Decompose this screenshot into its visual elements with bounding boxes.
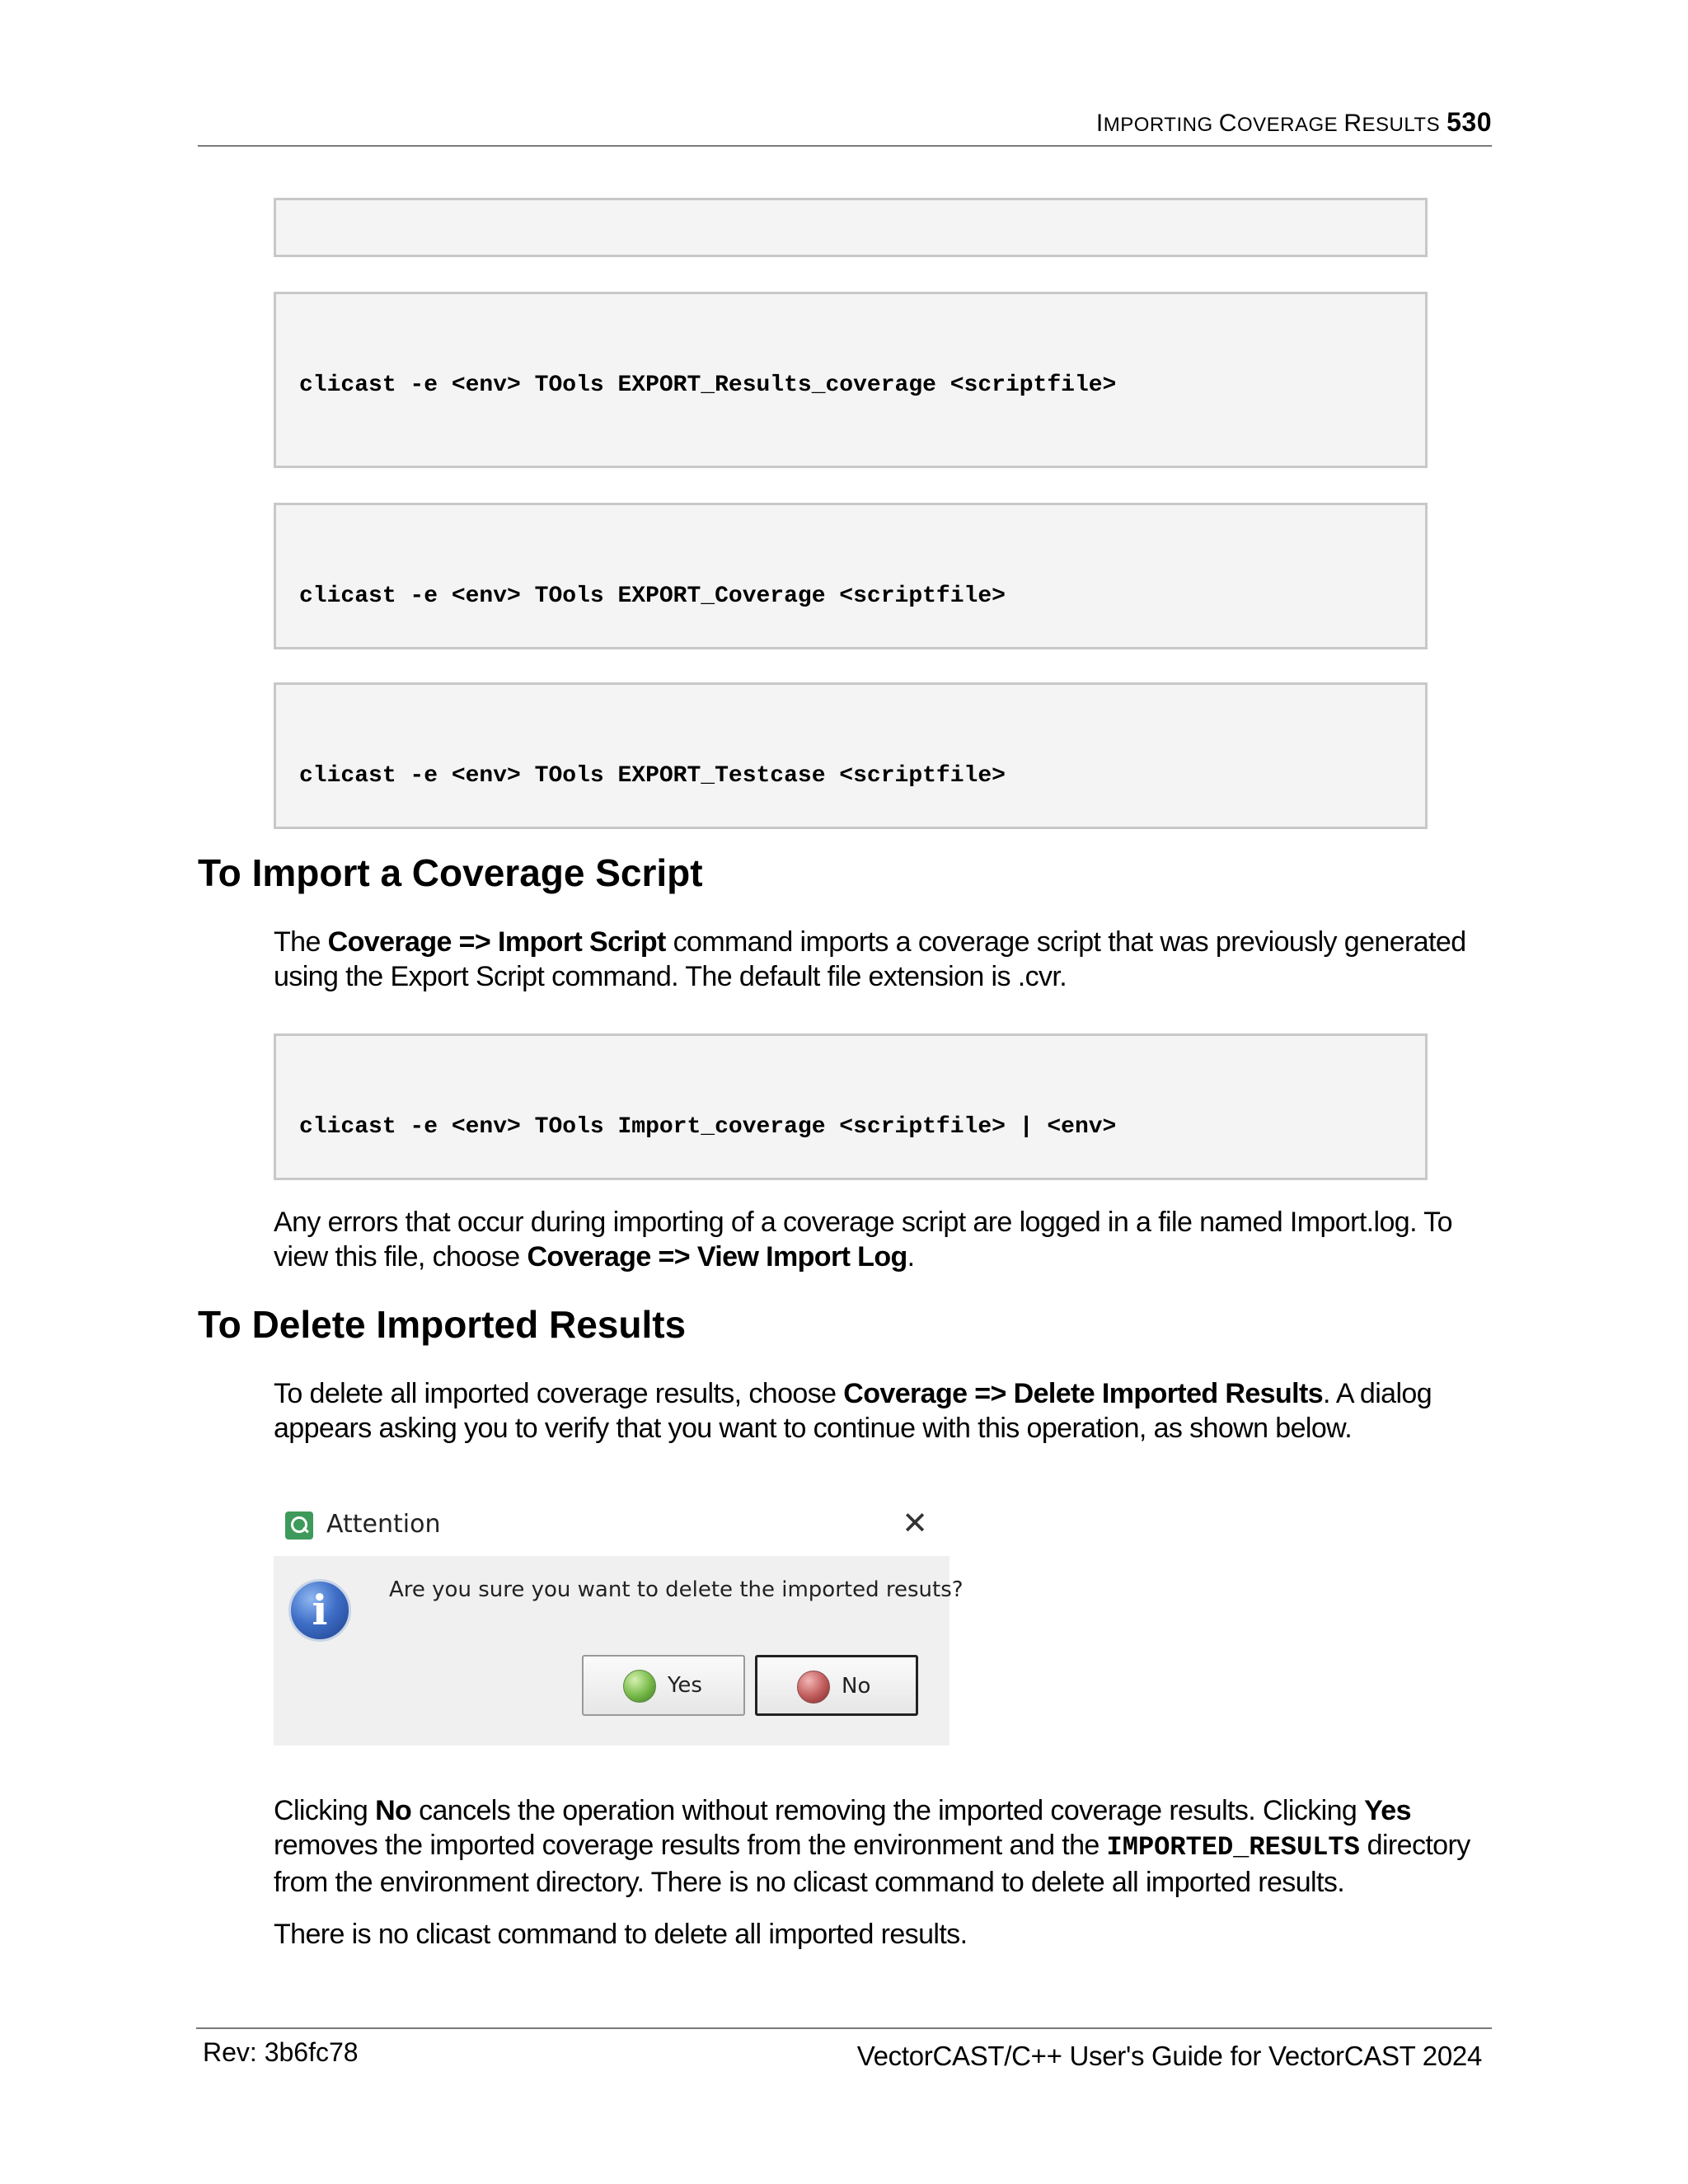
yes-button[interactable] (582, 1655, 745, 1716)
text-run: . A dialog appears asking you to verify that you want to continue with this operation, as shown below. (274, 1378, 1432, 1444)
header-title-cap-3: R (1343, 110, 1362, 137)
menu-path-view-import-log: Coverage => View Import Log (527, 1241, 907, 1272)
paragraph-no-clicast: There is no clicast command to delete all imported results. (274, 1919, 968, 1950)
header-title-cap-1: I (1095, 110, 1104, 137)
text-run: removes the imported coverage results from the environment and the (274, 1830, 1107, 1861)
code-block-import-end (274, 198, 1428, 257)
no-button[interactable] (755, 1655, 918, 1716)
running-header (1096, 107, 1492, 138)
green-circle-icon (623, 1670, 656, 1703)
red-circle-icon (797, 1671, 830, 1704)
dialog-message: Are you sure you want to delete the imported resuts? (389, 1577, 964, 1602)
bold-no: No (375, 1795, 412, 1826)
close-icon[interactable]: ✕ (902, 1505, 928, 1541)
section-heading-delete: To Delete Imported Results (198, 1303, 687, 1346)
text-run: . (907, 1241, 915, 1272)
code-block-export-testcase (274, 682, 1428, 829)
text-run: cancels the operation without removing the imported coverage results. Clicking (411, 1795, 1365, 1826)
bold-yes: Yes (1364, 1795, 1411, 1826)
header-title-rest-3: ESULTS (1362, 114, 1441, 136)
footer-revision: Rev: 3b6fc78 (203, 2037, 359, 2067)
paragraph-import-log (274, 1205, 1477, 1274)
attention-dialog (274, 1493, 964, 1746)
footer-guide-title: VectorCAST/C++ User's Guide for VectorCAST 2024 (856, 2041, 1482, 2071)
header-title-rest-1: MPORTING (1103, 114, 1219, 136)
code-command: clicast -e <env> TOols EXPORT_Results_coverage <scriptfile> (299, 373, 1117, 398)
no-button-label: No (842, 1674, 871, 1699)
header-title-cap-2: C (1218, 110, 1237, 137)
text-run: command imports a coverage script that was previously generated using the Export Script command. The default file extension is .cvr. (274, 926, 1466, 992)
text-run: Any errors that occur during importing of a coverage script are logged in a file named Import.log. To view this file, choose (274, 1207, 1452, 1272)
paragraph-delete-intro (274, 1376, 1477, 1446)
menu-path-import-script: Coverage => Import Script (327, 926, 666, 958)
text-run: The (274, 926, 328, 958)
text-run: To delete all imported coverage results, choose (274, 1378, 844, 1409)
info-icon: i (288, 1579, 351, 1642)
dialog-title: Attention (326, 1510, 441, 1539)
dialog-titlebar (274, 1493, 950, 1556)
directory-name-code: IMPORTED_RESULTS (1106, 1832, 1360, 1863)
header-divider (198, 145, 1492, 147)
dialog-body (274, 1556, 964, 1746)
code-block-export-results (274, 292, 1428, 468)
code-command: clicast -e <env> TOols EXPORT_Coverage <scriptfile> (299, 583, 1006, 609)
text-run: Clicking (274, 1795, 376, 1826)
section-heading-import: To Import a Coverage Script (198, 851, 703, 894)
paragraph-delete-explanation (274, 1793, 1477, 1900)
code-block-import-coverage (274, 1033, 1428, 1180)
footer-divider (196, 2027, 1492, 2029)
code-block-export-coverage (274, 503, 1428, 649)
text-run: directory from the environment directory. There is no clicast command to delete all imported results. (274, 1830, 1470, 1898)
menu-path-delete-imported: Coverage => Delete Imported Results (843, 1378, 1324, 1409)
page-number: 530 (1447, 107, 1492, 137)
yes-button-label: Yes (668, 1673, 702, 1698)
paragraph-import-intro (274, 925, 1477, 994)
code-command: clicast -e <env> TOols Import_coverage <scriptfile> | <env> (299, 1114, 1117, 1140)
app-search-icon (285, 1511, 313, 1540)
code-command: clicast -e <env> TOols EXPORT_Testcase <scriptfile> (299, 763, 1006, 789)
header-title-rest-2: OVERAGE (1236, 114, 1344, 136)
